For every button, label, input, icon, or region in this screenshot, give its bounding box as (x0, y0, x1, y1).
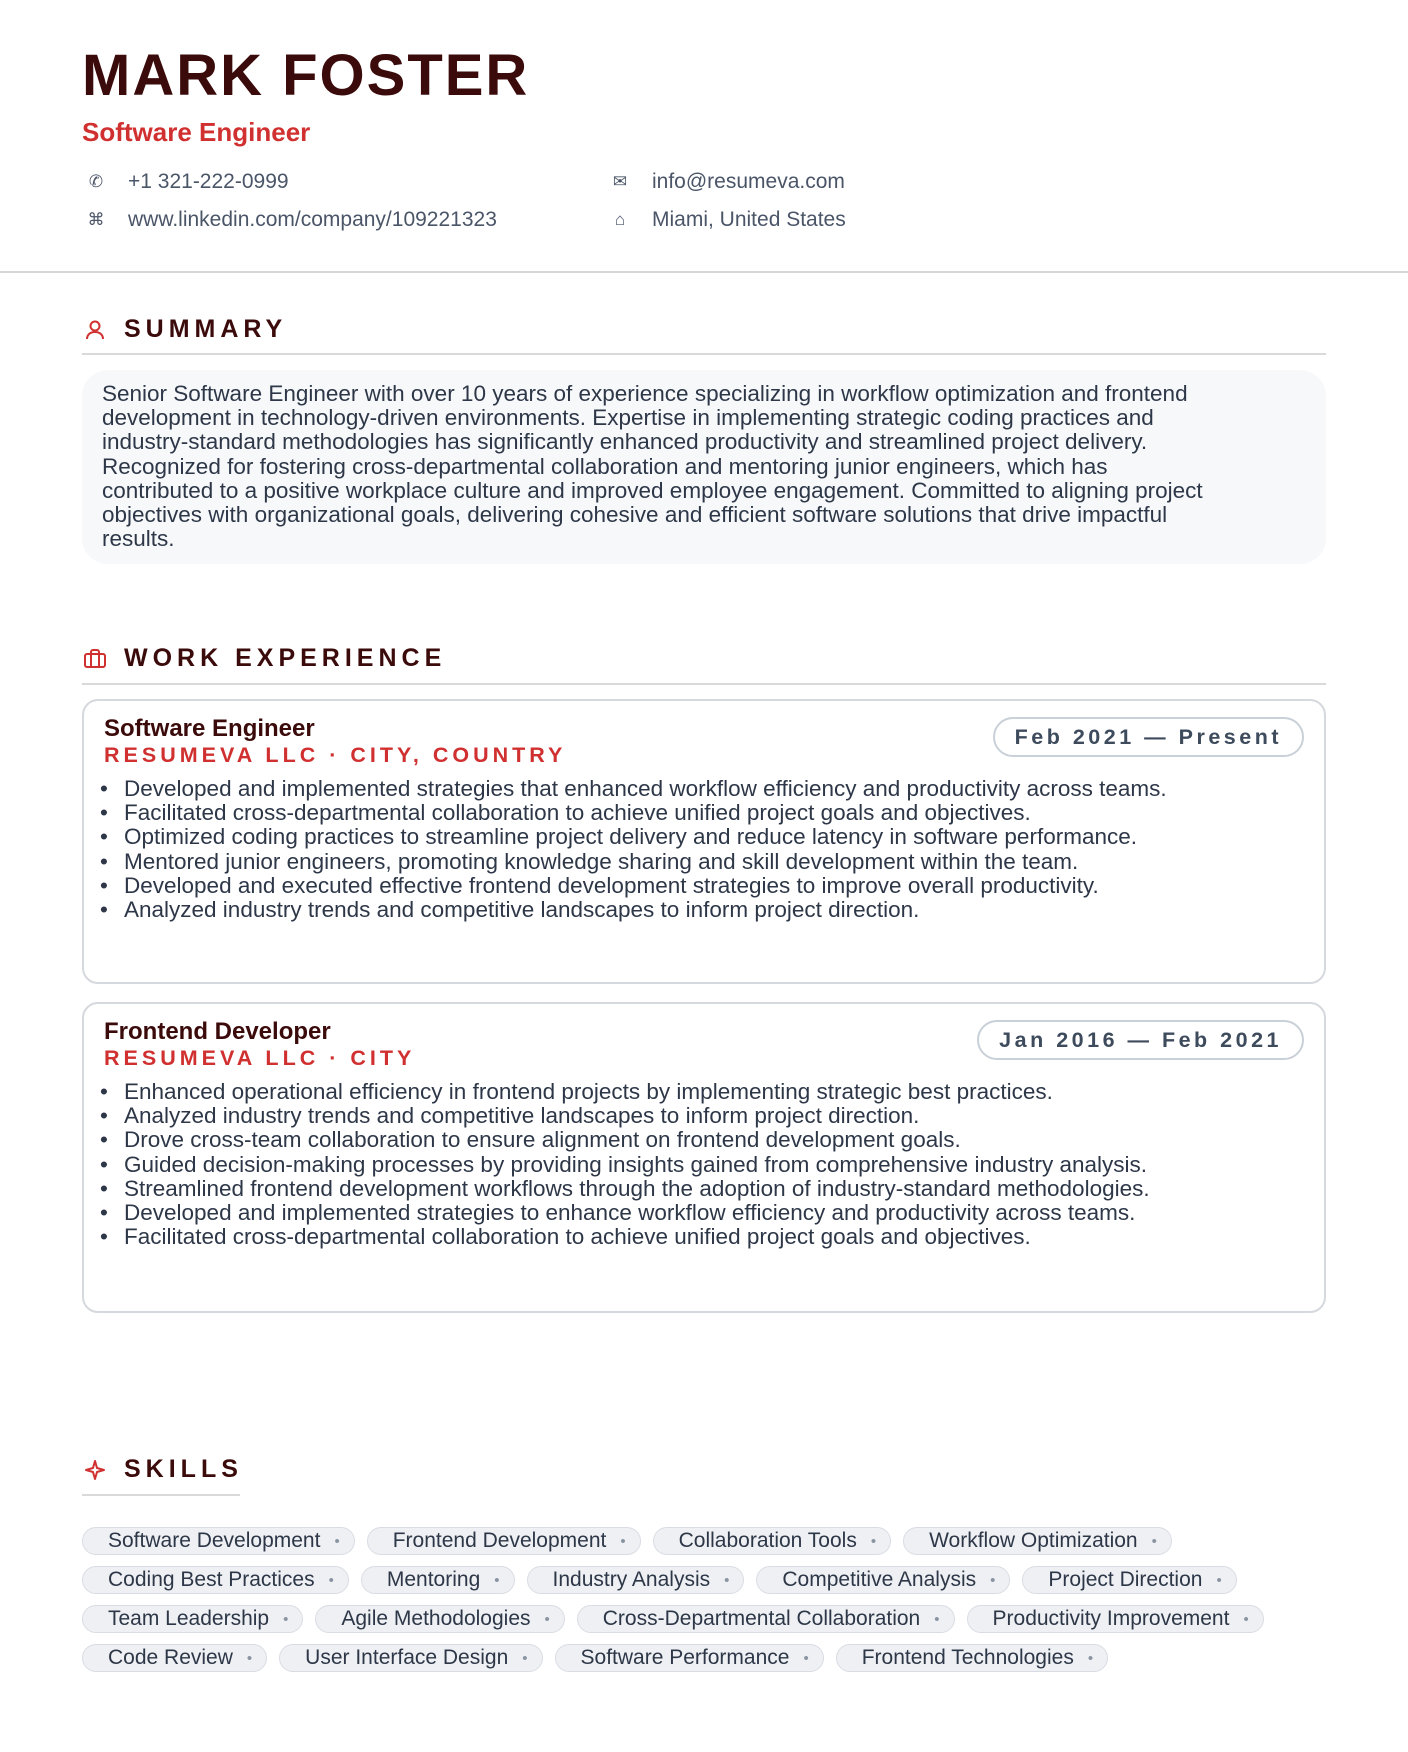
contact-email[interactable] (606, 170, 845, 194)
skills-row (82, 1605, 1332, 1633)
skill-label: Frontend Development (392, 1529, 607, 1552)
skills-heading (82, 1455, 243, 1484)
summary-box (82, 370, 1326, 564)
summary-line: Recognized for fostering cross-departmental collaboration and mentoring junior engineers, which has (102, 453, 1108, 479)
dot-icon: • (246, 1649, 253, 1667)
skills-divider (82, 1494, 240, 1496)
linkedin-text[interactable]: www.linkedin.com/company/109221323 (128, 208, 497, 231)
dot-icon: • (724, 1571, 730, 1589)
location-text: Miami, United States (652, 208, 846, 231)
list-item: • Developed and implemented strategies that enhanced workflow efficiency and productivity across teams. (100, 777, 1167, 801)
job-date-badge: Jan 2016 — Feb 2021 (977, 1020, 1304, 1060)
dot-icon: • (934, 1610, 940, 1628)
skill-chip (315, 1605, 564, 1633)
job-card (82, 699, 1326, 984)
skill-label: Collaboration Tools (678, 1529, 857, 1552)
list-item: • Facilitated cross-departmental collaboration to achieve unified project goals and objectives. (100, 801, 1167, 825)
job-bullets (100, 777, 1167, 922)
summary-divider (82, 353, 1326, 355)
job-role: Software Engineer (104, 715, 315, 742)
skill-label: Software Development (108, 1529, 321, 1552)
skill-label: Mentoring (386, 1568, 481, 1591)
summary-heading (82, 315, 287, 344)
contact-phone (82, 170, 289, 194)
envelope-icon: ✉ (612, 172, 628, 191)
skills-row (82, 1644, 1332, 1672)
skill-label: Industry Analysis (552, 1568, 711, 1591)
briefcase-icon (82, 646, 108, 672)
list-item: • Mentored junior engineers, promoting knowledge sharing and skill development within the team. (100, 850, 1167, 874)
skill-chip (967, 1605, 1264, 1633)
skill-chip (1022, 1566, 1236, 1594)
dot-icon: • (1151, 1532, 1157, 1550)
skill-chip (756, 1566, 1010, 1594)
skill-chip (653, 1527, 892, 1555)
resume-header (82, 40, 1332, 148)
skill-label: Agile Methodologies (341, 1607, 531, 1630)
list-item: • Drove cross-team collaboration to ensure alignment on frontend development goals. (100, 1128, 1150, 1152)
contact-location (606, 208, 846, 232)
list-item: • Analyzed industry trends and competitive landscapes to inform project direction. (100, 1104, 1150, 1128)
dot-icon: • (1087, 1649, 1094, 1667)
skill-label: Workflow Optimization (929, 1529, 1138, 1552)
job-company: RESUMEVA LLC · CITY (104, 1046, 416, 1070)
dot-icon: • (1243, 1610, 1249, 1628)
job-card (82, 1002, 1326, 1313)
header-divider (0, 271, 1408, 273)
skill-chip (836, 1644, 1108, 1672)
skill-chip (555, 1644, 824, 1672)
skills-row (82, 1566, 1332, 1594)
dot-icon: • (522, 1649, 528, 1667)
dot-icon: • (334, 1532, 340, 1550)
skill-chip (361, 1566, 515, 1594)
summary-line: objectives with organizational goals, delivering cohesive and efficient software solutions that drive impactful (102, 502, 1168, 528)
skill-chip (367, 1527, 641, 1555)
candidate-title: Software Engineer (82, 117, 311, 147)
dot-icon: • (328, 1571, 334, 1589)
dot-icon: • (620, 1532, 626, 1550)
user-icon (82, 317, 108, 343)
skill-chip (82, 1566, 349, 1594)
job-bullets (100, 1080, 1150, 1249)
skill-label: Software Performance (580, 1646, 790, 1669)
skills-list (82, 1527, 1332, 1683)
experience-heading (82, 644, 446, 673)
skill-label: Coding Best Practices (108, 1568, 315, 1591)
skill-chip (903, 1527, 1172, 1555)
skill-label: Code Review (108, 1646, 233, 1669)
experience-title: WORK EXPERIENCE (124, 644, 447, 672)
skill-chip (577, 1605, 955, 1633)
skill-chip (82, 1644, 267, 1672)
dot-icon: • (803, 1649, 809, 1667)
phone-icon: ✆ (88, 172, 104, 191)
skill-label: Cross-Departmental Collaboration (602, 1607, 921, 1630)
list-item: • Guided decision-making processes by providing insights gained from comprehensive industry analysis. (100, 1153, 1150, 1177)
phone-text: +1 321-222-0999 (128, 170, 289, 193)
dot-icon: • (494, 1571, 500, 1589)
summary-text (102, 382, 1306, 551)
job-date-badge: Feb 2021 — Present (993, 717, 1304, 757)
contact-linkedin[interactable] (82, 208, 497, 232)
dot-icon: • (544, 1610, 550, 1628)
dot-icon: • (990, 1571, 996, 1589)
job-role: Frontend Developer (104, 1018, 331, 1045)
email-text[interactable]: info@resumeva.com (652, 170, 845, 193)
experience-divider (82, 683, 1326, 685)
skill-chip (527, 1566, 745, 1594)
list-item: • Streamlined frontend development workflows through the adoption of industry-standard methodologies. (100, 1177, 1150, 1201)
summary-line: Senior Software Engineer with over 10 years of experience specializing in workflow optimization and frontend (102, 381, 1188, 406)
skill-label: Productivity Improvement (992, 1607, 1230, 1630)
list-item: • Optimized coding practices to streamline project delivery and reduce latency in software performance. (100, 825, 1167, 849)
dot-icon: • (283, 1610, 289, 1628)
skill-label: User Interface Design (305, 1646, 509, 1669)
dot-icon: • (870, 1532, 877, 1550)
list-item: • Analyzed industry trends and competitive landscapes to inform project direction. (100, 898, 1167, 922)
list-item: • Enhanced operational efficiency in frontend projects by implementing strategic best practices. (100, 1080, 1150, 1104)
list-item: • Developed and implemented strategies to enhance workflow efficiency and productivity across teams. (100, 1201, 1150, 1225)
home-icon: ⌂ (614, 210, 626, 229)
candidate-name: MARK FOSTER (82, 43, 530, 108)
summary-line: development in technology-driven environments. Expertise in implementing strategic coding practices and (102, 405, 1154, 431)
list-item: • Developed and executed effective frontend development strategies to improve overall productivity. (100, 874, 1167, 898)
summary-line: industry-standard methodologies has significantly enhanced productivity and streamlined project delivery. (102, 429, 1148, 455)
skill-chip (279, 1644, 542, 1672)
job-company: RESUMEVA LLC · CITY, COUNTRY (104, 743, 567, 767)
skill-label: Frontend Technologies (861, 1646, 1074, 1669)
summary-line: contributed to a positive workplace culture and improved employee engagement. Committed to aligning project (102, 477, 1203, 503)
sparkle-icon (82, 1457, 108, 1483)
skills-title: SKILLS (124, 1455, 243, 1483)
skills-row (82, 1527, 1332, 1555)
command-icon: ⌘ (87, 210, 105, 229)
dot-icon: • (1216, 1571, 1222, 1589)
skill-label: Project Direction (1048, 1568, 1203, 1591)
skill-chip (82, 1527, 355, 1555)
skill-label: Team Leadership (108, 1607, 270, 1630)
skill-label: Competitive Analysis (782, 1568, 977, 1591)
list-item: • Facilitated cross-departmental collaboration to achieve unified project goals and objectives. (100, 1225, 1150, 1249)
summary-line: results. (102, 526, 175, 552)
summary-title: SUMMARY (124, 315, 288, 343)
skill-chip (82, 1605, 303, 1633)
